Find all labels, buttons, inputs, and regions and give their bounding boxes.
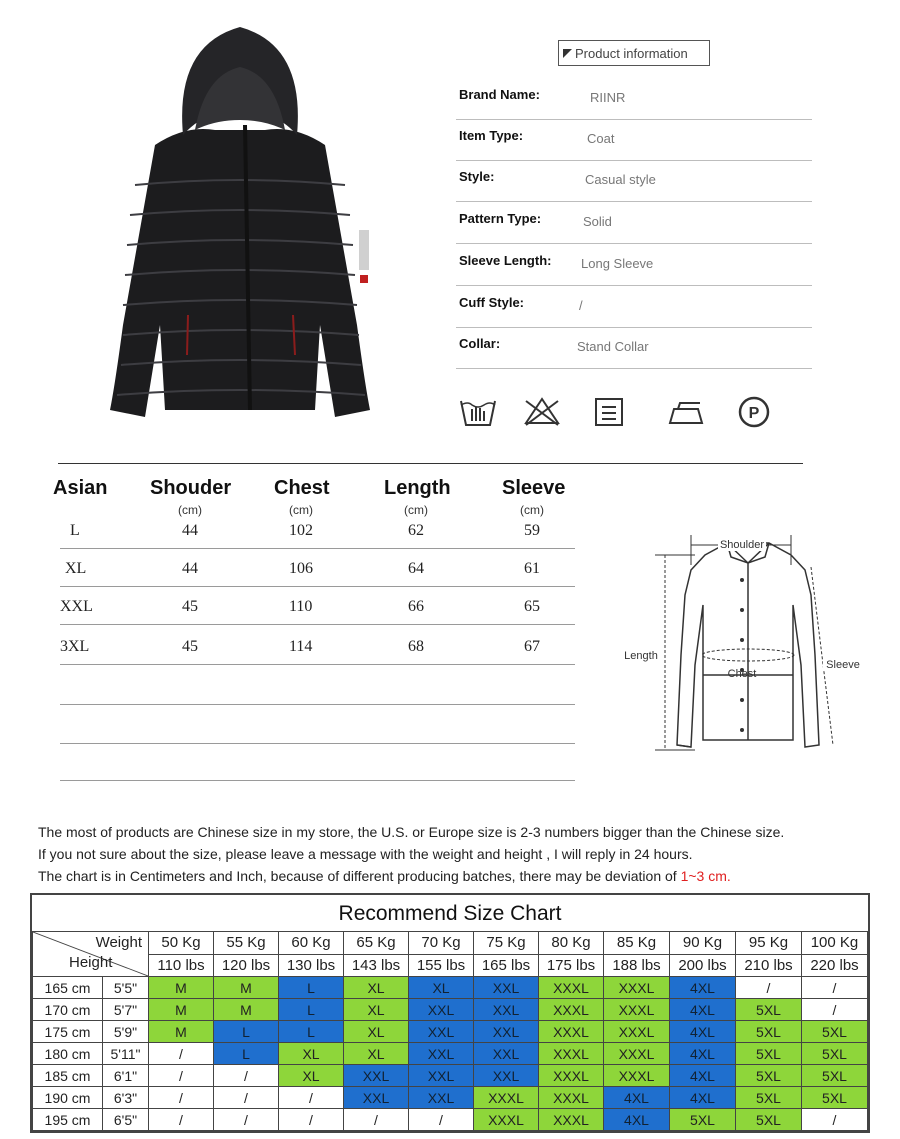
recommended-size-cell: XXXL <box>539 999 604 1021</box>
recommended-size-cell: XXL <box>409 1087 474 1109</box>
recommended-size-cell: L <box>279 977 344 999</box>
height-ft: 5'11" <box>103 1043 149 1065</box>
no-bleach-icon <box>522 395 562 429</box>
measurement-diagram <box>615 525 865 760</box>
recommended-size-cell: XXL <box>474 977 539 999</box>
recommended-size-cell: / <box>344 1109 409 1131</box>
weight-kg-header: 70 Kg <box>409 932 474 955</box>
recommended-size-cell: XXXL <box>539 1021 604 1043</box>
weight-lbs-header: 165 lbs <box>474 954 539 977</box>
height-ft: 6'5" <box>103 1109 149 1131</box>
recommend-row <box>33 1065 868 1087</box>
weight-lbs-header: 220 lbs <box>802 954 868 977</box>
recommended-size-cell: / <box>736 977 802 999</box>
weight-kg-header: 60 Kg <box>279 932 344 955</box>
weight-kg-header: 90 Kg <box>670 932 736 955</box>
info-row-pattern <box>456 202 812 244</box>
size-row-empty <box>60 666 575 705</box>
info-row-style <box>456 160 812 202</box>
size-cell: 102 <box>289 522 313 539</box>
recommended-size-cell: XXXL <box>604 1065 670 1087</box>
recommended-size-cell: XXXL <box>539 1109 604 1131</box>
info-key: Item Type: <box>459 128 524 143</box>
size-cell: L <box>70 522 80 539</box>
recommended-size-cell: / <box>214 1109 279 1131</box>
recommended-size-cell: 4XL <box>604 1109 670 1131</box>
recommended-size-cell: XL <box>344 977 409 999</box>
weight-kg-header: 65 Kg <box>344 932 409 955</box>
height-ft: 6'1" <box>103 1065 149 1087</box>
recommended-size-cell: 4XL <box>670 1065 736 1087</box>
recommend-row <box>33 999 868 1021</box>
size-row <box>60 510 575 549</box>
height-cm: 180 cm <box>33 1043 103 1065</box>
size-cell: 3XL <box>60 638 90 655</box>
recommended-size-cell: XXL <box>409 1043 474 1065</box>
size-row <box>60 548 575 587</box>
size-cell: 110 <box>289 598 313 615</box>
recommended-size-cell: / <box>149 1109 214 1131</box>
height-cm: 195 cm <box>33 1109 103 1131</box>
recommended-size-cell: XXL <box>344 1065 409 1087</box>
recommended-size-cell: XXL <box>344 1087 409 1109</box>
recommended-size-cell: 5XL <box>736 1065 802 1087</box>
recommended-size-cell: L <box>279 1021 344 1043</box>
recommended-size-cell: XL <box>409 977 474 999</box>
recommended-size-cell: 4XL <box>604 1087 670 1109</box>
recommended-size-cell: XL <box>344 1043 409 1065</box>
info-value: RIINR <box>590 90 626 105</box>
height-cm: 170 cm <box>33 999 103 1021</box>
height-cm: 165 cm <box>33 977 103 999</box>
weight-lbs-header: 155 lbs <box>409 954 474 977</box>
size-header-shoulder: Shouder <box>150 477 232 499</box>
recommended-size-cell: XXXL <box>539 1065 604 1087</box>
recommended-size-cell: XXXL <box>539 977 604 999</box>
recommended-size-cell: L <box>214 1043 279 1065</box>
recommended-size-cell: XL <box>279 1065 344 1087</box>
recommended-size-cell: / <box>214 1065 279 1087</box>
recommended-size-cell: XL <box>344 1021 409 1043</box>
size-header-sleeve: Sleeve <box>502 477 566 499</box>
recommended-size-cell: / <box>279 1087 344 1109</box>
recommended-size-cell: XXXL <box>604 999 670 1021</box>
height-label: Height <box>69 954 113 971</box>
size-cell: 66 <box>408 598 424 615</box>
weight-kg-header: 85 Kg <box>604 932 670 955</box>
recommended-size-cell: / <box>409 1109 474 1131</box>
height-cm: 175 cm <box>33 1021 103 1043</box>
recommended-size-cell: / <box>802 977 868 999</box>
info-row-item-type <box>456 119 812 161</box>
recommended-size-cell: XXL <box>409 1065 474 1087</box>
unit-label: (cm) <box>520 503 544 517</box>
height-ft: 5'9" <box>103 1021 149 1043</box>
height-ft: 5'5" <box>103 977 149 999</box>
recommended-size-cell: XXXL <box>539 1087 604 1109</box>
info-key: Brand Name: <box>459 87 540 102</box>
weight-label: Weight <box>95 934 142 951</box>
weight-kg-header: 75 Kg <box>474 932 539 955</box>
size-cell: 45 <box>182 638 198 655</box>
note-line-3 <box>38 868 731 884</box>
info-value: / <box>579 298 583 313</box>
unit-label: (cm) <box>289 503 313 517</box>
recommended-size-cell: M <box>149 977 214 999</box>
weight-lbs-header: 120 lbs <box>214 954 279 977</box>
recommended-size-cell: / <box>214 1087 279 1109</box>
info-row-brand <box>456 78 812 120</box>
size-row-empty <box>60 742 575 781</box>
recommend-size-chart <box>30 893 870 1133</box>
size-cell: 44 <box>182 560 198 577</box>
recommended-size-cell: XXL <box>474 1065 539 1087</box>
info-key: Collar: <box>459 336 501 351</box>
size-cell: 106 <box>289 560 313 577</box>
size-header-asian: Asian <box>53 477 108 499</box>
size-cell: 64 <box>408 560 424 577</box>
info-value: Stand Collar <box>577 339 649 354</box>
recommended-size-cell: 5XL <box>670 1109 736 1131</box>
recommended-size-cell: XXXL <box>604 977 670 999</box>
note-line-2: If you not sure about the size, please leave a message with the weight and height , I will reply in 24 hours. <box>38 846 693 862</box>
recommended-size-cell: XL <box>344 999 409 1021</box>
recommend-row <box>33 1087 868 1109</box>
note-line-1: The most of products are Chinese size in my store, the U.S. or Europe size is 2-3 numbers bigger than the Chinese size. <box>38 824 785 840</box>
size-cell: 65 <box>524 598 540 615</box>
recommended-size-cell: 4XL <box>670 999 736 1021</box>
triangle-icon <box>563 49 572 58</box>
size-row <box>60 626 575 665</box>
weight-height-corner <box>33 932 149 977</box>
recommend-row <box>33 1043 868 1065</box>
recommended-size-cell: 5XL <box>736 1109 802 1131</box>
recommend-row <box>33 1109 868 1131</box>
recommended-size-cell: M <box>214 999 279 1021</box>
recommended-size-cell: M <box>149 999 214 1021</box>
recommended-size-cell: XXXL <box>474 1109 539 1131</box>
info-key: Pattern Type: <box>459 211 542 226</box>
height-cm: 190 cm <box>33 1087 103 1109</box>
info-value: Long Sleeve <box>581 256 654 271</box>
recommended-size-cell: XXXL <box>474 1087 539 1109</box>
weight-kg-header: 50 Kg <box>149 932 214 955</box>
recommended-size-cell: 5XL <box>802 1043 868 1065</box>
size-row-empty <box>60 705 575 744</box>
size-cell: 62 <box>408 522 424 539</box>
weight-lbs-header: 188 lbs <box>604 954 670 977</box>
unit-label: (cm) <box>178 503 202 517</box>
sleeve-label: Sleeve <box>826 659 860 671</box>
recommended-size-cell: / <box>802 1109 868 1131</box>
recommended-size-cell: XXL <box>474 1021 539 1043</box>
chest-label: Chest <box>727 668 757 680</box>
size-row <box>60 586 575 625</box>
weight-lbs-header: 130 lbs <box>279 954 344 977</box>
recommended-size-cell: / <box>279 1109 344 1131</box>
size-cell: 61 <box>524 560 540 577</box>
size-cell: 45 <box>182 598 198 615</box>
recommended-size-cell: / <box>149 1043 214 1065</box>
dry-flat-icon <box>590 395 630 429</box>
divider <box>58 463 803 464</box>
dry-clean-icon <box>734 395 774 429</box>
recommended-size-cell: 5XL <box>802 1021 868 1043</box>
recommend-row <box>33 1021 868 1043</box>
size-cell: 67 <box>524 638 540 655</box>
recommended-size-cell: 4XL <box>670 1087 736 1109</box>
recommended-size-cell: 4XL <box>670 977 736 999</box>
weight-kg-header: 100 Kg <box>802 932 868 955</box>
recommended-size-cell: / <box>149 1065 214 1087</box>
recommended-size-cell: / <box>149 1087 214 1109</box>
recommended-size-cell: L <box>279 999 344 1021</box>
recommended-size-cell: XXL <box>474 1043 539 1065</box>
info-value: Coat <box>587 131 615 146</box>
iron-icon <box>666 395 706 429</box>
product-info-title <box>558 40 710 66</box>
recommended-size-cell: 5XL <box>736 1043 802 1065</box>
size-cell: 114 <box>289 638 313 655</box>
recommended-size-cell: 5XL <box>736 1021 802 1043</box>
recommended-size-cell: XXXL <box>539 1043 604 1065</box>
recommended-size-cell: XXXL <box>604 1043 670 1065</box>
info-row-cuff <box>456 286 812 328</box>
recommended-size-cell: 5XL <box>736 999 802 1021</box>
weight-lbs-header: 200 lbs <box>670 954 736 977</box>
size-header-chest: Chest <box>274 477 330 499</box>
shoulder-label: Shoulder <box>719 539 765 551</box>
height-cm: 185 cm <box>33 1065 103 1087</box>
recommended-size-cell: 4XL <box>670 1043 736 1065</box>
recommended-size-cell: XXL <box>409 1021 474 1043</box>
weight-kg-header: 55 Kg <box>214 932 279 955</box>
weight-lbs-header: 110 lbs <box>149 954 214 977</box>
size-header-length: Length <box>384 477 451 499</box>
recommended-size-cell: 5XL <box>736 1087 802 1109</box>
hand-wash-icon <box>458 395 498 429</box>
height-ft: 5'7" <box>103 999 149 1021</box>
product-info-title-text: Product information <box>575 45 688 61</box>
height-ft: 6'3" <box>103 1087 149 1109</box>
weight-kg-header: 80 Kg <box>539 932 604 955</box>
info-key: Cuff Style: <box>459 295 524 310</box>
weight-lbs-header: 143 lbs <box>344 954 409 977</box>
recommended-size-cell: 4XL <box>670 1021 736 1043</box>
deviation-highlight: 1~3 cm. <box>680 868 731 884</box>
recommended-size-cell: 5XL <box>802 1065 868 1087</box>
size-cell: XL <box>65 560 87 577</box>
recommend-table <box>32 931 868 1131</box>
size-cell: 59 <box>524 522 540 539</box>
info-key: Sleeve Length: <box>459 253 552 268</box>
recommended-size-cell: / <box>802 999 868 1021</box>
unit-label: (cm) <box>404 503 428 517</box>
recommended-size-cell: 5XL <box>802 1087 868 1109</box>
info-row-collar <box>456 327 812 369</box>
recommended-size-cell: XXL <box>409 999 474 1021</box>
recommend-row <box>33 977 868 999</box>
weight-lbs-header: 210 lbs <box>736 954 802 977</box>
weight-kg-header: 95 Kg <box>736 932 802 955</box>
info-value: Casual style <box>585 172 656 187</box>
recommended-size-cell: M <box>149 1021 214 1043</box>
size-cell: 44 <box>182 522 198 539</box>
size-cell: 68 <box>408 638 424 655</box>
jacket-image <box>95 25 385 420</box>
recommend-title: Recommend Size Chart <box>32 895 868 932</box>
info-value: Solid <box>583 214 612 229</box>
info-key: Style: <box>459 169 495 184</box>
recommended-size-cell: XXXL <box>604 1021 670 1043</box>
info-row-sleeve <box>456 244 812 286</box>
size-cell: XXL <box>60 598 93 615</box>
weight-lbs-header: 175 lbs <box>539 954 604 977</box>
length-label: Length <box>624 650 658 662</box>
recommended-size-cell: M <box>214 977 279 999</box>
recommended-size-cell: L <box>214 1021 279 1043</box>
recommended-size-cell: XXL <box>474 999 539 1021</box>
recommended-size-cell: XL <box>279 1043 344 1065</box>
note-line-3-text: The chart is in Centimeters and Inch, because of different producing batches, there may be deviation of <box>38 868 681 884</box>
svg-text:P: P <box>748 405 760 422</box>
